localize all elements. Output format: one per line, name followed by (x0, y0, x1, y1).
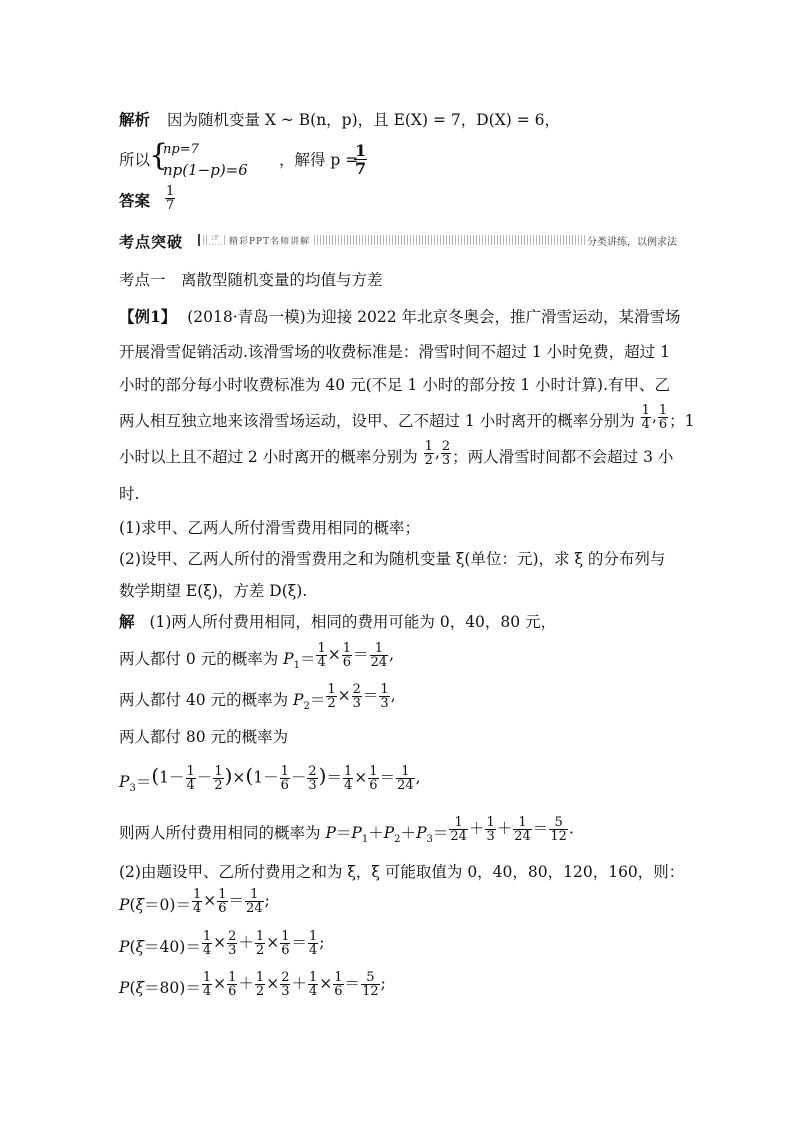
band-right-text: 分类讲练，以例求法 (585, 233, 679, 248)
frac-1-4: $\frac{1}{4}$ (641, 403, 650, 432)
example-text-4-end: ；1 (669, 411, 695, 430)
sol-text-6: 则两人所付费用相同的概率为 (119, 823, 321, 842)
sol-text-1: (1)两人所付费用相同，相同的费用可能为 0，40，80 元， (149, 613, 557, 631)
example-line-4: 两人相互独立地来该滑雪场运动，设甲、乙不超过 1 小时离开的概率分别为 $\frac{1}{4}$ , $\frac{1}{6}$ ；1 (119, 403, 695, 432)
brace-symbol: { (149, 138, 169, 173)
solve-text: ，解得 p = (279, 151, 359, 169)
system-bottom: np(1−p)=6 (163, 161, 248, 179)
answer-fraction (165, 185, 175, 212)
prob-xi-0: P(ξ＝0)＝ $\frac{1}{4}$ × $\frac{1}{6}$ ＝ $\frac{1}{24}$ ; (119, 887, 270, 916)
sol-line-2: 两人都付 0 元的概率为 $P_1=$ $\frac{1}{4}$ × $\frac{1}{6}$ ＝ $\frac{1}{24}$ , (119, 641, 395, 671)
example-line-3: 小时的部分每小时收费标准为 40 元(不足 1 小时的部分按 1 小时计算).有甲、乙 (119, 376, 671, 394)
answer-numerator: 1 (165, 184, 175, 199)
example-text-4: 两人相互独立地来该滑雪场运动，设甲、乙不超过 1 小时离开的概率分别为 (119, 411, 635, 430)
example-line-1 (119, 307, 681, 327)
question-2a: (2)设甲、乙两人所付的滑雪费用之和为随机变量 ξ(单位：元)，求 ξ 的分布列与 (119, 550, 666, 568)
example-line-2: 开展滑雪促销活动.该滑雪场的收费标准是：滑雪时间不超过 1 小时免费，超过 1 (119, 343, 670, 361)
question-2b: 数学期望 E(ξ)，方差 D(ξ). (119, 582, 308, 600)
example-line-5: 小时以上且不超过 2 小时离开的概率分别为 $\frac{1}{2}$ , $\frac{2}{3}$ ；两人滑雪时间都不会超过 3 小 (119, 439, 674, 468)
p-fraction (354, 142, 367, 177)
example-text-5-end: ；两人滑雪时间都不会超过 3 小 (452, 447, 674, 466)
sol-line-5: $P_3=(1-$ $\frac{1}{4}$ － $\frac{1}{2}$ )×(1－ $\frac{1}{6}$ － $\frac{2}{3}$ )＝ $\frac{1}{4}$ × $\frac{1}{6}$ ＝ $\frac{1}{24}$ , (119, 763, 421, 794)
prob-xi-40: P(ξ＝40)＝ $\frac{1}{4}$ × $\frac{2}{3}$ ＋ $\frac{1}{2}$ × $\frac{1}{6}$ ＝ $\frac{1}{4}$ ; (119, 929, 325, 958)
prob-xi-80: P(ξ＝80)＝ $\frac{1}{4}$ × $\frac{1}{6}$ ＋ $\frac{1}{2}$ × $\frac{2}{3}$ ＋ $\frac{1}{4}$ × $\frac{1}{6}$ ＝ $\frac{5}{12}$ ; (119, 970, 386, 999)
frac-1-6: $\frac{1}{6}$ (658, 403, 668, 432)
example-text-1: (2018·青岛一模)为迎接 2022 年北京冬奥会，推广滑雪运动，某滑雪场 (187, 308, 681, 326)
band-title: 考点突破 (119, 233, 184, 251)
sol-text-2: 两人都付 0 元的概率为 (119, 649, 279, 668)
band-subtitle: 精彩PPT名师讲解 (227, 234, 312, 247)
answer-denominator: 7 (165, 198, 175, 213)
frac-2-3: $\frac{2}{3}$ (441, 439, 451, 468)
section-band (119, 232, 679, 251)
pointing-hand-icon: ☞ (211, 233, 220, 244)
sol-line-4: 两人都付 80 元的概率为 (119, 728, 289, 746)
band-separator (198, 234, 200, 246)
frac-1-2: $\frac{1}{2}$ (424, 439, 433, 468)
so-prefix: 所以 (119, 151, 151, 169)
p-denominator: 7 (355, 159, 367, 178)
solution-label: 解析 (119, 110, 151, 129)
sol-text-3: 两人都付 40 元的概率为 (119, 690, 289, 709)
sol-line-3: 两人都付 40 元的概率为 $P_2=$ $\frac{1}{2}$ × $\frac{2}{3}$ ＝ $\frac{1}{3}$ , (119, 682, 396, 712)
sol-line-7: (2)由题设甲、乙所付费用之和为 ξ，ξ 可能取值为 0，40，80，120，160，则： (119, 863, 685, 881)
example-text-5: 小时以上且不超过 2 小时离开的概率分别为 (119, 447, 418, 466)
example-label: 【例1】 (119, 307, 177, 326)
question-1: (1)求甲、乙两人所付滑雪费用相同的概率； (119, 519, 420, 537)
answer-line (119, 185, 176, 212)
p-numerator: 1 (355, 141, 367, 160)
sol-line-1 (119, 612, 556, 632)
sol-label: 解 (119, 612, 135, 631)
solution-text: 因为随机变量 X ~ B(n，p)，且 E(X) = 7，D(X) = 6， (166, 111, 560, 129)
sol-line-6: 则两人所付费用相同的概率为 $P=P_1+P_2+P_3=$ $\frac{1}{24}$ ＋ $\frac{1}{3}$ ＋ $\frac{1}{24}$ ＝ $\frac{5}{12}$ . (119, 815, 574, 845)
answer-label: 答案 (119, 190, 151, 210)
solution-line (119, 110, 560, 130)
example-line-6: 时. (119, 485, 140, 503)
section-title: 考点一 离散型随机变量的均值与方差 (119, 271, 383, 289)
system-top: np=7 (163, 142, 199, 157)
